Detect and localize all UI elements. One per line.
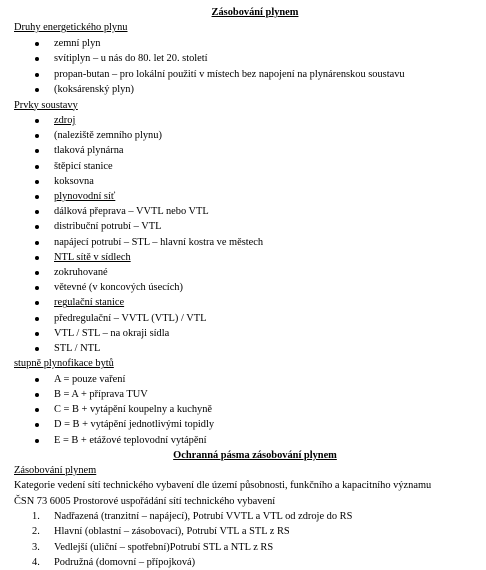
list-item-text: koksovna [54,175,94,187]
list-item [14,265,476,280]
list-item-text: distribuční potrubí – VTL [54,221,162,233]
list-item-text: zdroj [54,115,76,126]
section-title-ochrana: Ochranná pásma zásobování plynem [173,449,337,461]
list-item: B = A + příprava TUV [14,387,476,402]
list-kategorie [14,509,476,570]
list-item-text: tlaková plynárna [54,145,124,157]
paragraph-kategorie: Kategorie vedení sítí technického vybavení dle území působnosti, funkčního a kapacitního významu [14,480,432,492]
list-item: C = B + vytápění koupelny a kuchyně [14,402,476,417]
list-item-text: VTL / STL – na okraji sídla [54,327,170,339]
list-item-text: zokruhované [54,267,108,279]
list-item: (koksárenský plyn) [14,82,476,98]
list-item [14,295,476,310]
list-item [14,235,476,250]
list-item-text: plynovodní síť [54,191,116,203]
list-item [14,326,476,341]
numbered-item [14,509,476,524]
list-item: E = B + etážové teplovodní vytápění [14,433,476,448]
section-heading-prvky: Prvky soustavy [14,99,78,111]
list-item [14,341,476,356]
list-item [14,311,476,326]
list-item-text: dálková přeprava – VVTL nebo VTL [54,206,209,218]
list-item [14,143,476,158]
list-item-text: (naleziště zemního plynu) [54,130,162,142]
list-druhy [14,36,476,98]
list-item: zemní plyn [14,36,476,52]
item-number: 4. [32,556,40,568]
list-item [14,174,476,189]
item-number: 2. [32,526,40,538]
list-item: svítiplyn – u nás do 80. let 20. století [14,51,476,67]
paragraph-csn: ČSN 73 6005 Prostorové uspořádání sítí technického vybavení [14,495,276,507]
item-number: 3. [32,541,40,553]
list-item [14,128,476,143]
list-item: propan-butan – pro lokální použití v místech bez napojení na plynárenskou soustavu [14,67,476,83]
numbered-item [14,540,476,555]
section-heading-stupne: stupně plynofikace bytů [14,358,114,370]
list-item: A = pouze vaření [14,372,476,387]
list-item-text: štěpicí stanice [54,160,113,172]
list-item-text: regulační stanice [54,297,125,309]
document-title: Zásobování plynem [211,7,299,18]
list-item-text: napájecí potrubí – STL – hlavní kostra ve městech [54,236,264,248]
list-item [14,219,476,234]
list-item: D = B + vytápění jednotlivými topidly [14,417,476,432]
list-item [14,189,476,204]
list-item [14,204,476,219]
item-text: Podružná (domovní – přípojková) [54,556,196,568]
item-text: Nadřazená (tranzitní – napájecí), Potrubí VVTL a VTL od zdroje do RS [54,511,353,523]
item-text: Vedlejší (uliční – spotřební)Potrubí STL a NTL z RS [54,541,274,553]
section-heading-druhy: Druhy energetického plynu [14,22,128,33]
list-item-text: předregulační – VVTL (VTL) / VTL [54,312,207,324]
item-number: 1. [32,511,40,523]
numbered-item [14,555,476,570]
list-item [14,250,476,265]
document-page [14,0,476,570]
list-item [14,280,476,295]
section-heading-zasobovani: Zásobování plynem [14,464,97,476]
item-text: Hlavní (oblastní – zásobovací), Potrubí VTL a STL z RS [54,526,290,538]
list-stupne [14,372,476,448]
list-item-text: NTL sítě v sídlech [54,251,131,263]
list-item [14,159,476,174]
list-item [14,113,476,128]
list-item-text: STL / NTL [54,343,101,355]
list-item-text: větevné (v koncových úsecích) [54,282,183,294]
numbered-item [14,524,476,539]
list-prvky [14,113,476,356]
